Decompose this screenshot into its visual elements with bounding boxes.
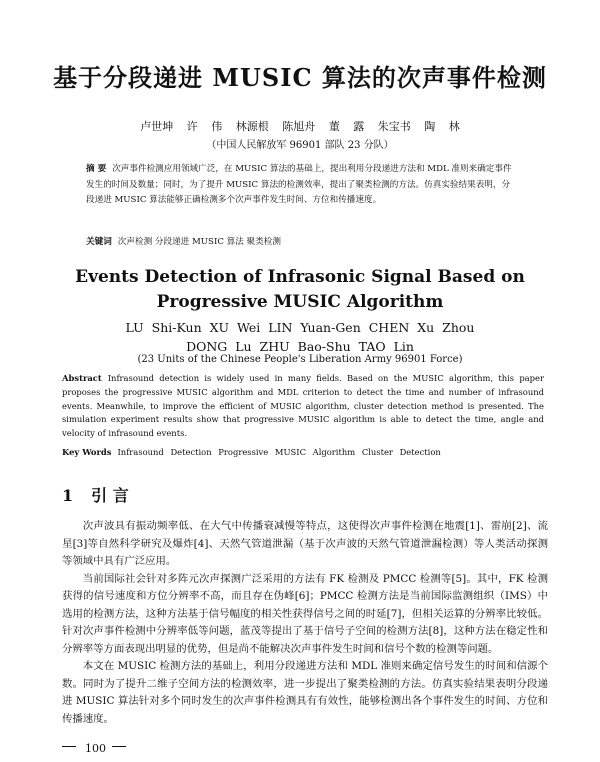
english-abstract-label: Abstract	[62, 373, 102, 383]
english-affiliation: (23 Units of the Chinese People's Liberation Army 96901 Force)	[137, 354, 463, 365]
section-heading	[62, 483, 362, 506]
chinese-keywords	[86, 235, 514, 247]
english-title	[0, 265, 600, 315]
english-abstract	[62, 372, 544, 441]
chinese-abstract-label: 摘 要	[86, 164, 107, 174]
introduction-body	[62, 518, 548, 728]
english-keywords-label: Key Words	[62, 447, 112, 457]
section-number: 1	[62, 486, 74, 505]
chinese-keywords-text: 次声检测 分段递进 MUSIC 算法 聚类检测	[117, 237, 281, 247]
chinese-affiliation: （中国人民解放军 96901 部队 23 分队）	[206, 140, 394, 151]
english-title-line-1: Events Detection of Infrasonic Signal Based on	[75, 267, 525, 287]
chinese-keywords-label: 关键词	[86, 237, 112, 247]
section-title: 引 言	[91, 486, 129, 505]
paragraph: 次声波具有振动频率低、在大气中传播衰减慢等特点，这使得次声事件检测在地震[1]、雷崩[2]、流星[3]等自然科学研究及爆炸[4]、天然气管道泄漏（基于次声波的天然气管道泄漏检测）等人类活动探测等领域中具有广泛应用。	[62, 520, 548, 567]
english-keywords-text: Infrasound Detection Progressive MUSIC Algorithm Cluster Detection	[117, 447, 441, 457]
chinese-abstract	[86, 162, 514, 209]
english-title-line-2: Progressive MUSIC Algorithm	[156, 292, 444, 312]
english-authors	[0, 318, 600, 356]
chinese-abstract-text: 次声事件检测应用领域广泛，在 MUSIC 算法的基础上，提出利用分段递进方法和 MDL 准则来确定事件发生的时间及数量；同时，为了提升 MUSIC 算法的检测效率，提出了聚类检测的方法。仿真实验结果表明，分段递进 MUSIC 算法能够正确检测多个次声事件发生时间、方位和传播速度。	[86, 164, 512, 205]
english-abstract-text: Infrasound detection is widely used in many fields. Based on the MUSIC algorithm, this paper proposes the progressive MUSIC algorithm and MDL criterion to detect the time and number of infrasound events. Meanwhile, to improve the efficient of MUSIC algorithm, cluster detection method is presented. The simulation experiment results show that progressive MUSIC algorithm is able to detect the time, angle and velocity of infrasound events.	[62, 373, 544, 439]
paragraph: 本文在 MUSIC 检测方法的基础上，利用分段递进方法和 MDL 准则来确定信号发生的时间和信源个数。同时为了提升二维子空间方法的检测效率，进一步提出了聚类检测的方法。仿真实验结果表明分段递进 MUSIC 算法针对多个同时发生的次声事件检测具有有效性，能够检测出各个事件发生的时间、方位和传播速度。	[62, 660, 548, 725]
paragraph: 当前国际社会针对多阵元次声探测广泛采用的方法有 FK 检测及 PMCC 检测等[5]。其中，FK 检测获得的信号速度和方位分辨率不高，而且存在伪峰[6]；PMCC 检测方法是当前国际监测组织（IMS）中选用的检测方法，这种方法基于信号幅度的相关性获得信号之间的时延[7]，但相关运算的分辨率比较低。针对次声事件检测中分辨率低等问题，蓝茂等提出了基于信号子空间的检测方法[8]，这种方法在稳定性和分辨率等方面表现出明显的优势，但是尚不能解决次声事件发生时间和信号个数的检测等问题。	[62, 572, 548, 655]
page-number: 100	[85, 742, 106, 755]
page-number-dash-right	[112, 746, 126, 747]
english-authors-line-1: LU Shi-Kun XU Wei LIN Yuan-Gen CHEN Xu Zhou	[125, 320, 475, 335]
english-authors-line-2: DONG Lu ZHU Bao-Shu TAO Lin	[186, 339, 414, 354]
english-keywords	[62, 447, 544, 457]
chinese-title: 基于分段递进 MUSIC 算法的次声事件检测	[53, 63, 547, 92]
chinese-authors: 卢世坤 许 伟 林源根 陈旭舟 董 露 朱宝书 陶 林	[140, 120, 460, 133]
